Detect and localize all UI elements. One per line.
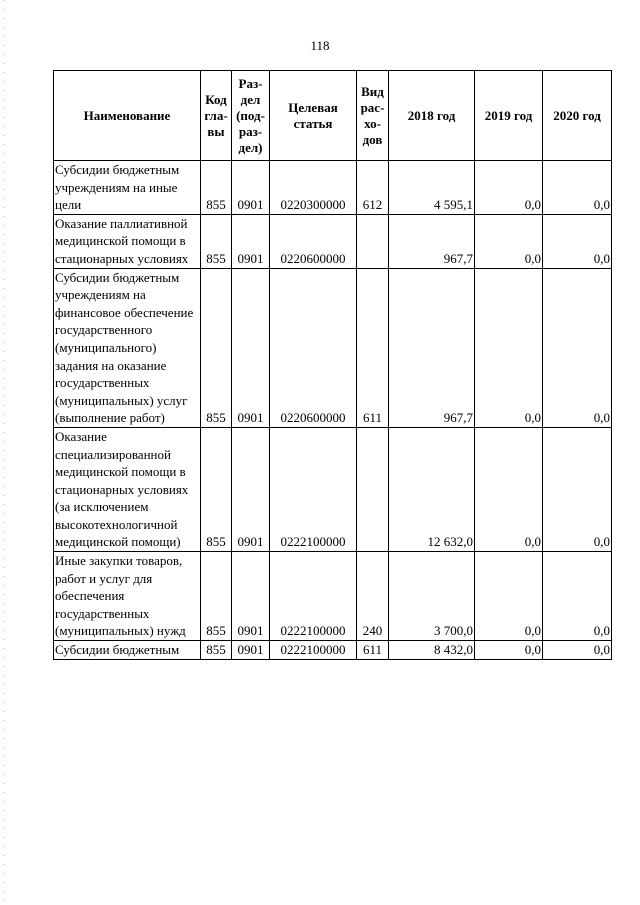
table-row xyxy=(54,552,612,641)
budget-table xyxy=(53,70,612,660)
row-expense-type xyxy=(357,427,389,551)
row-name: Субсидии бюджетным учреждениям на финансовое обеспечение государственного (муниципального) задания на оказание государственных (муниципальных) услуг (выполнение работ) xyxy=(54,268,201,427)
row-name: Оказание паллиативной медицинской помощи в стационарных условиях xyxy=(54,214,201,268)
row-value-2020: 0,0 xyxy=(543,214,612,268)
row-target-article: 0222100000 xyxy=(270,641,357,660)
row-value-2019: 0,0 xyxy=(475,268,543,427)
header-name: Наименование xyxy=(54,71,201,161)
row-section: 0901 xyxy=(232,214,270,268)
header-chapter-code: Код гла- вы xyxy=(201,71,232,161)
row-section: 0901 xyxy=(232,552,270,641)
row-chapter-code: 855 xyxy=(201,552,232,641)
row-expense-type xyxy=(357,214,389,268)
row-section: 0901 xyxy=(232,268,270,427)
table-row xyxy=(54,427,612,551)
row-value-2019: 0,0 xyxy=(475,552,543,641)
header-section: Раз- дел (под- раз- дел) xyxy=(232,71,270,161)
row-name: Субсидии бюджетным учреждениям на иные цели xyxy=(54,161,201,215)
row-value-2020: 0,0 xyxy=(543,552,612,641)
row-value-2020: 0,0 xyxy=(543,427,612,551)
row-chapter-code: 855 xyxy=(201,268,232,427)
row-value-2018: 967,7 xyxy=(389,268,475,427)
table-row xyxy=(54,214,612,268)
page-number: 118 xyxy=(310,38,330,53)
row-chapter-code: 855 xyxy=(201,161,232,215)
row-section: 0901 xyxy=(232,641,270,660)
row-value-2019: 0,0 xyxy=(475,641,543,660)
header-expense-type: Вид рас- хо- дов xyxy=(357,71,389,161)
row-value-2018: 12 632,0 xyxy=(389,427,475,551)
row-name: Иные закупки товаров, работ и услуг для обеспечения государственных (муниципальных) нужд xyxy=(54,552,201,641)
row-chapter-code: 855 xyxy=(201,214,232,268)
table-row xyxy=(54,161,612,215)
row-value-2019: 0,0 xyxy=(475,161,543,215)
row-target-article: 0220300000 xyxy=(270,161,357,215)
table-header-row xyxy=(54,71,612,161)
row-target-article: 0220600000 xyxy=(270,214,357,268)
row-name: Субсидии бюджетным xyxy=(54,641,201,660)
row-target-article: 0222100000 xyxy=(270,427,357,551)
row-chapter-code: 855 xyxy=(201,427,232,551)
row-section: 0901 xyxy=(232,161,270,215)
row-name: Оказание специализированной медицинской помощи в стационарных условиях (за исключением высокотехнологичной медицинской помощи) xyxy=(54,427,201,551)
row-section: 0901 xyxy=(232,427,270,551)
row-value-2020: 0,0 xyxy=(543,641,612,660)
row-expense-type: 611 xyxy=(357,641,389,660)
header-target-article: Целевая статья xyxy=(270,71,357,161)
row-expense-type: 240 xyxy=(357,552,389,641)
row-value-2020: 0,0 xyxy=(543,161,612,215)
row-value-2019: 0,0 xyxy=(475,214,543,268)
table-row xyxy=(54,268,612,427)
row-chapter-code: 855 xyxy=(201,641,232,660)
table-row xyxy=(54,641,612,660)
row-value-2018: 3 700,0 xyxy=(389,552,475,641)
row-value-2018: 967,7 xyxy=(389,214,475,268)
header-year-2018: 2018 год xyxy=(389,71,475,161)
row-value-2018: 8 432,0 xyxy=(389,641,475,660)
row-target-article: 0220600000 xyxy=(270,268,357,427)
header-year-2019: 2019 год xyxy=(475,71,543,161)
row-expense-type: 612 xyxy=(357,161,389,215)
row-target-article: 0222100000 xyxy=(270,552,357,641)
header-year-2020: 2020 год xyxy=(543,71,612,161)
row-value-2019: 0,0 xyxy=(475,427,543,551)
row-value-2020: 0,0 xyxy=(543,268,612,427)
row-expense-type: 611 xyxy=(357,268,389,427)
scan-edge-dots xyxy=(4,0,5,905)
row-value-2018: 4 595,1 xyxy=(389,161,475,215)
